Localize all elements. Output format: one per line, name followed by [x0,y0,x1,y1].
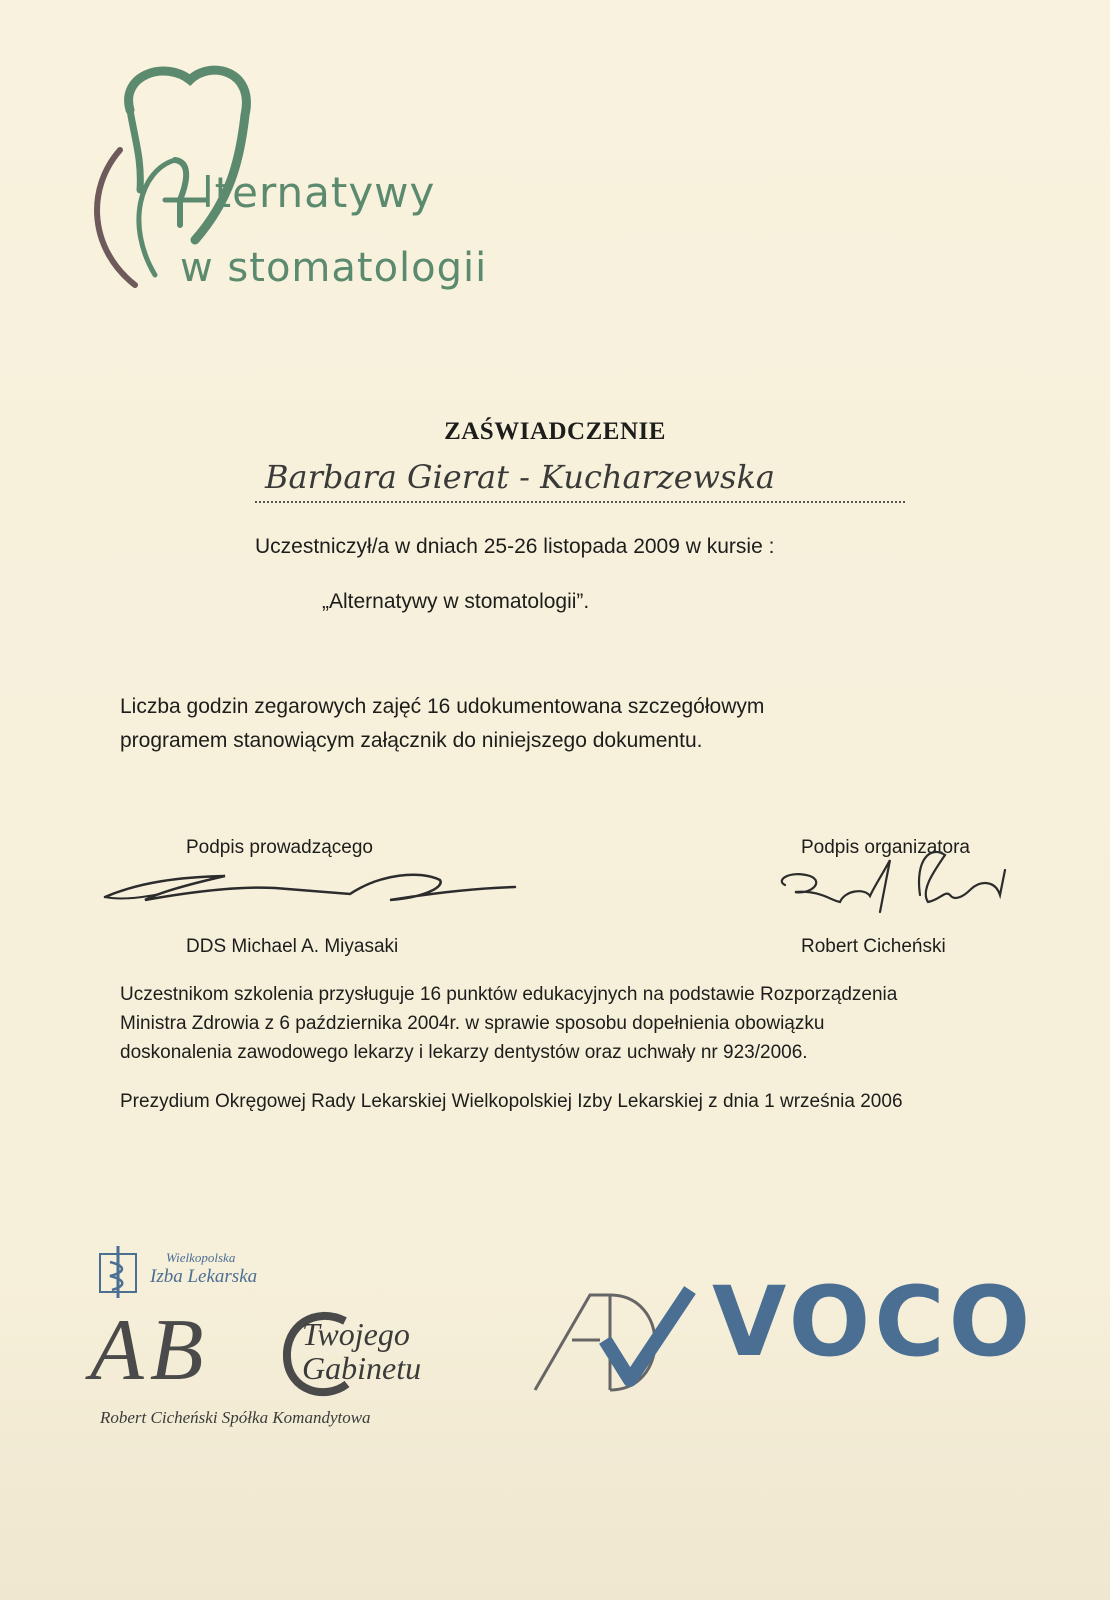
wil-logo [98,1244,338,1304]
voco-logo: VOCO [712,1266,1035,1378]
right-signature-name: Robert Cicheński [801,936,946,957]
abc-word-1: Twojego [302,1316,410,1352]
left-signature-name: DDS Michael A. Miyasaki [186,936,399,957]
abc-company: Robert Cicheński Spółka Komandytowa [100,1408,371,1427]
wil-line-2: Izba Lekarska [150,1266,258,1287]
course-name: „Alternatywy w stomatologii”. [322,590,590,613]
right-signature-label: Podpis organizatora [801,837,970,858]
alternatywy-logo [80,50,600,310]
logo-line2: w stomatologii [180,245,488,291]
points-line-4: Prezydium Okręgowej Rady Lekarskiej Wielkopolskiej Izby Lekarskiej z dnia 1 września 2006 [120,1091,903,1112]
points-line-3: doskonalenia zawodowego lekarzy i lekarzy dentystów oraz uchwały nr 923/2006. [120,1042,808,1063]
wil-line-1: Wielkopolska [166,1250,236,1265]
participant-name-line [255,455,905,503]
logo-line1: lternatywy [202,168,436,217]
ad-logo-icon [530,1285,700,1405]
points-line-2: Ministra Zdrowia z 6 października 2004r. w sprawie sposobu dopełnienia obowiązku [120,1013,825,1034]
abc-letters: AB [90,1302,210,1399]
participant-name: Barbara Gierat - Kucharzewska [265,458,775,496]
ad-logo [530,1285,700,1405]
hours-line-2: programem stanowiącym załącznik do niniejszego dokumentu. [120,729,703,752]
certificate-title: ZAŚWIADCZENIE [444,418,666,445]
abc-logo [70,1300,490,1440]
participation-line: Uczestniczył/a w dniach 25-26 listopada 2009 w kursie : [255,535,775,558]
caduceus-icon [98,1244,138,1300]
hours-line-1: Liczba godzin zegarowych zajęć 16 udokumentowana szczegółowym [120,695,765,718]
left-signature-label: Podpis prowadzącego [186,837,373,858]
left-signature-icon [100,862,520,932]
right-signature-icon [770,840,1020,930]
points-line-1: Uczestnikom szkolenia przysługuje 16 punktów edukacyjnych na podstawie Rozporządzenia [120,984,898,1005]
abc-word-2: Gabinetu [302,1350,422,1386]
